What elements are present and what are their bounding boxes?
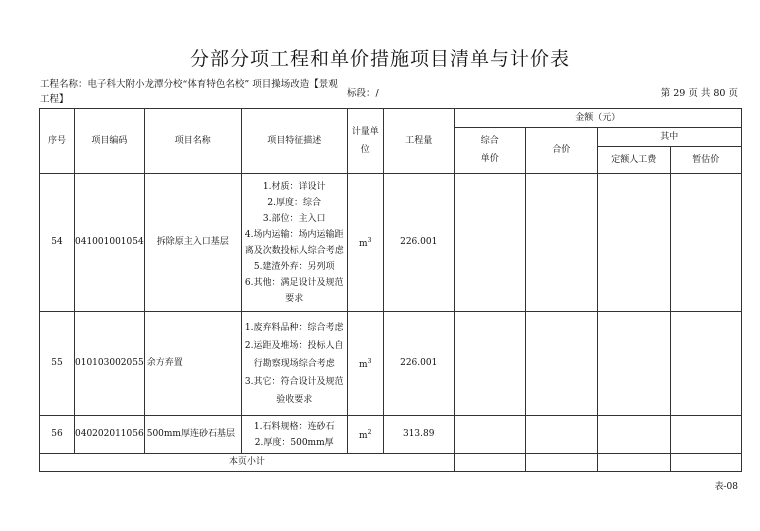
row-unit xyxy=(347,174,383,312)
row-quantity: 226.001 xyxy=(383,312,454,416)
row-labor xyxy=(597,312,670,416)
project-name xyxy=(40,77,340,107)
header-name: 项目名称 xyxy=(144,109,241,174)
header-total: 合价 xyxy=(525,128,597,174)
header-labor: 定额人工费 xyxy=(597,147,670,174)
subtotal-row xyxy=(40,454,742,472)
subtotal-labor xyxy=(597,454,670,472)
header-features: 项目特征描述 xyxy=(241,109,347,174)
subtotal-estimate xyxy=(670,454,741,472)
row-code: 040202011056 xyxy=(75,416,145,454)
unit-sup: 3 xyxy=(367,237,372,244)
header-unit-line2: 位 xyxy=(360,144,370,155)
feature-line: 4.场内运输：场内运输距 xyxy=(244,229,344,240)
feature-line: 1.石料规格：连砂石 xyxy=(253,421,335,432)
row-name: 500mm厚连砂石基层 xyxy=(144,416,241,454)
unit-sup: 2 xyxy=(367,429,372,436)
row-code: 010103002055 xyxy=(75,312,145,416)
feature-line: 2.运距及堆场：投标人自 xyxy=(244,340,344,351)
table-row xyxy=(40,416,742,454)
row-total xyxy=(525,174,597,312)
row-index: 55 xyxy=(40,312,75,416)
feature-line: 2.厚度：500mm厚 xyxy=(254,437,334,448)
row-unit xyxy=(347,312,383,416)
header-unit-price xyxy=(454,128,525,174)
row-quantity: 313.89 xyxy=(383,416,454,454)
header-unit-price-line2: 单价 xyxy=(480,154,499,164)
row-name: 拆除原主入口基层 xyxy=(144,174,241,312)
bill-table xyxy=(39,108,742,472)
row-labor xyxy=(597,416,670,454)
page-info: 第 29 页 共 80 页 xyxy=(660,88,738,99)
header-unit-line1: 计量单 xyxy=(351,126,379,137)
feature-line: 要求 xyxy=(285,293,304,304)
row-unit-price xyxy=(454,416,525,454)
project-name-line1: 工程名称：电子科大附小龙潭分校“体育特色名校” 项目操场改造【景观 xyxy=(40,79,338,90)
row-total xyxy=(525,312,597,416)
subtotal-unit-price xyxy=(454,454,525,472)
header-amount: 金额（元） xyxy=(454,109,741,128)
feature-line: 5.建渣外弃：另列项 xyxy=(253,261,335,272)
feature-line: 行勘察现场综合考虑 xyxy=(253,358,335,369)
section-label: 标段：/ xyxy=(347,88,379,99)
row-estimate xyxy=(670,312,741,416)
header-unit xyxy=(347,109,383,174)
table-row xyxy=(40,312,742,416)
row-index: 54 xyxy=(40,174,75,312)
row-features xyxy=(241,312,347,416)
row-features xyxy=(241,416,347,454)
subtotal-total xyxy=(525,454,597,472)
feature-line: 6.其他：满足设计及规范 xyxy=(244,277,344,288)
row-quantity: 226.001 xyxy=(383,174,454,312)
header-index: 序号 xyxy=(40,109,75,174)
row-unit-price xyxy=(454,174,525,312)
row-unit-price xyxy=(454,312,525,416)
unit-sup: 3 xyxy=(367,358,372,365)
feature-line: 2.厚度：综合 xyxy=(267,197,322,208)
unit-text: m xyxy=(359,431,368,441)
feature-line: 1.材质：详设计 xyxy=(262,181,326,192)
row-name: 余方弃置 xyxy=(144,312,241,416)
feature-line: 离及次数投标人综合考虑 xyxy=(244,245,344,256)
subtotal-label: 本页小计 xyxy=(40,454,455,472)
page-title: 分部分项工程和单价措施项目清单与计价表 xyxy=(189,48,570,70)
feature-line: 验收要求 xyxy=(276,394,313,405)
unit-text: m xyxy=(359,239,368,249)
row-code: 041001001054 xyxy=(75,174,145,312)
header-unit-price-line1: 综合 xyxy=(480,136,499,146)
header-estimate: 暂估价 xyxy=(670,147,741,174)
row-unit xyxy=(347,416,383,454)
row-total xyxy=(525,416,597,454)
project-name-line2: 工程】 xyxy=(40,94,69,105)
row-index: 56 xyxy=(40,416,75,454)
header-quantity: 工程量 xyxy=(383,109,454,174)
feature-line: 3.其它：符合设计及规范 xyxy=(244,376,344,387)
table-row xyxy=(40,174,742,312)
form-number: 表-08 xyxy=(714,482,738,492)
feature-line: 3.部位：主入口 xyxy=(262,213,326,224)
row-estimate xyxy=(670,416,741,454)
unit-text: m xyxy=(359,360,368,370)
row-estimate xyxy=(670,174,741,312)
row-labor xyxy=(597,174,670,312)
feature-line: 1.废弃料品种：综合考虑 xyxy=(244,322,344,333)
header-code: 项目编码 xyxy=(75,109,145,174)
row-features xyxy=(241,174,347,312)
header-of-which: 其中 xyxy=(597,128,741,147)
